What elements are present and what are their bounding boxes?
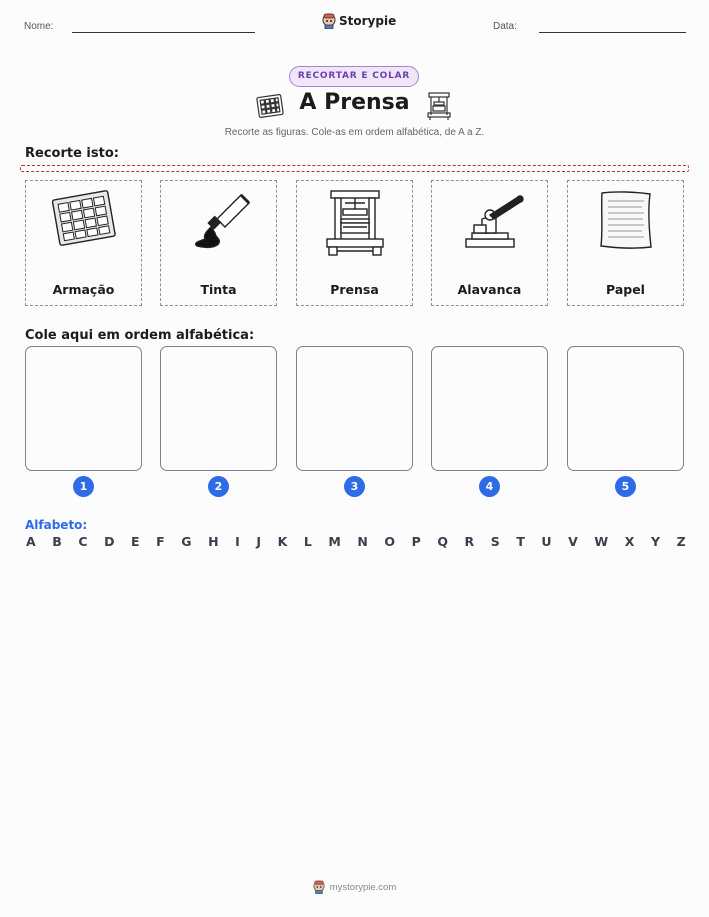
alphabet-letter: U <box>541 534 552 549</box>
storypie-mascot-icon <box>322 13 336 29</box>
alphabet-letter: N <box>357 534 368 549</box>
ink-tube-icon <box>181 189 257 249</box>
alphabet-letter: B <box>52 534 62 549</box>
card-label: Alavanca <box>457 282 522 297</box>
card-label: Armação <box>52 282 115 297</box>
alphabet-letter: C <box>78 534 88 549</box>
paste-box-2[interactable] <box>160 346 277 471</box>
paper-icon <box>588 189 664 251</box>
card-label: Prensa <box>330 282 379 297</box>
alphabet-heading: Alfabeto: <box>25 518 88 532</box>
alphabet-letter: L <box>303 534 312 549</box>
footer <box>0 880 709 894</box>
paste-box-5[interactable] <box>567 346 684 471</box>
instructions: Recorte as figuras. Cole-as em ordem alfabética, de A a Z. <box>224 127 485 138</box>
printing-press-icon <box>317 189 393 261</box>
alphabet-letter: Z <box>676 534 686 549</box>
page-title: A Prensa <box>299 90 410 115</box>
cut-card-papel[interactable] <box>567 180 684 306</box>
cut-section-heading: Recorte isto: <box>25 146 119 161</box>
alphabet-letter: P <box>411 534 421 549</box>
cut-card-tinta[interactable] <box>160 180 277 306</box>
alphabet-row <box>26 534 686 549</box>
footer-url[interactable]: mystorypie.com <box>329 881 397 893</box>
paste-section-heading: Cole aqui em ordem alfabética: <box>25 328 255 343</box>
paste-box-4[interactable] <box>431 346 548 471</box>
number-badge-4: 4 <box>479 476 500 497</box>
alphabet-letter: X <box>624 534 635 549</box>
cut-line <box>20 165 689 172</box>
date-field[interactable] <box>539 32 686 33</box>
card-label: Papel <box>606 282 645 297</box>
alphabet-letter: I <box>235 534 240 549</box>
alphabet-letter: H <box>208 534 219 549</box>
number-badge-3: 3 <box>344 476 365 497</box>
alphabet-letter: J <box>256 534 261 549</box>
alphabet-letter: Q <box>437 534 448 549</box>
alphabet-letter: S <box>490 534 500 549</box>
brand-logo <box>322 13 396 29</box>
name-label: Nome: <box>24 21 54 32</box>
name-field[interactable] <box>72 32 255 33</box>
alphabet-letter: A <box>26 534 36 549</box>
number-badge-5: 5 <box>615 476 636 497</box>
alphabet-letter: V <box>568 534 578 549</box>
alphabet-letter: E <box>131 534 140 549</box>
printing-press-icon <box>426 91 452 121</box>
alphabet-letter: O <box>384 534 396 549</box>
alphabet-letter: D <box>104 534 115 549</box>
alphabet-letter: W <box>594 534 609 549</box>
storypie-mascot-icon <box>313 880 325 894</box>
paste-box-3[interactable] <box>296 346 413 471</box>
number-badge-1: 1 <box>73 476 94 497</box>
alphabet-letter: F <box>156 534 165 549</box>
alphabet-letter: G <box>181 534 192 549</box>
lever-icon <box>452 189 528 253</box>
type-frame-icon <box>46 189 122 249</box>
alphabet-letter: R <box>464 534 475 549</box>
paste-box-1[interactable] <box>25 346 142 471</box>
cut-card-prensa[interactable] <box>296 180 413 306</box>
alphabet-letter: M <box>328 534 341 549</box>
brand-name: Storypie <box>339 14 397 28</box>
alphabet-letter: Y <box>650 534 660 549</box>
card-label: Tinta <box>200 282 237 297</box>
date-label: Data: <box>493 21 517 32</box>
number-badge-2: 2 <box>208 476 229 497</box>
alphabet-letter: T <box>516 534 525 549</box>
cut-card-armacao[interactable] <box>25 180 142 306</box>
cut-card-alavanca[interactable] <box>431 180 548 306</box>
alphabet-letter: K <box>277 534 288 549</box>
activity-badge: RECORTAR E COLAR <box>289 66 419 87</box>
